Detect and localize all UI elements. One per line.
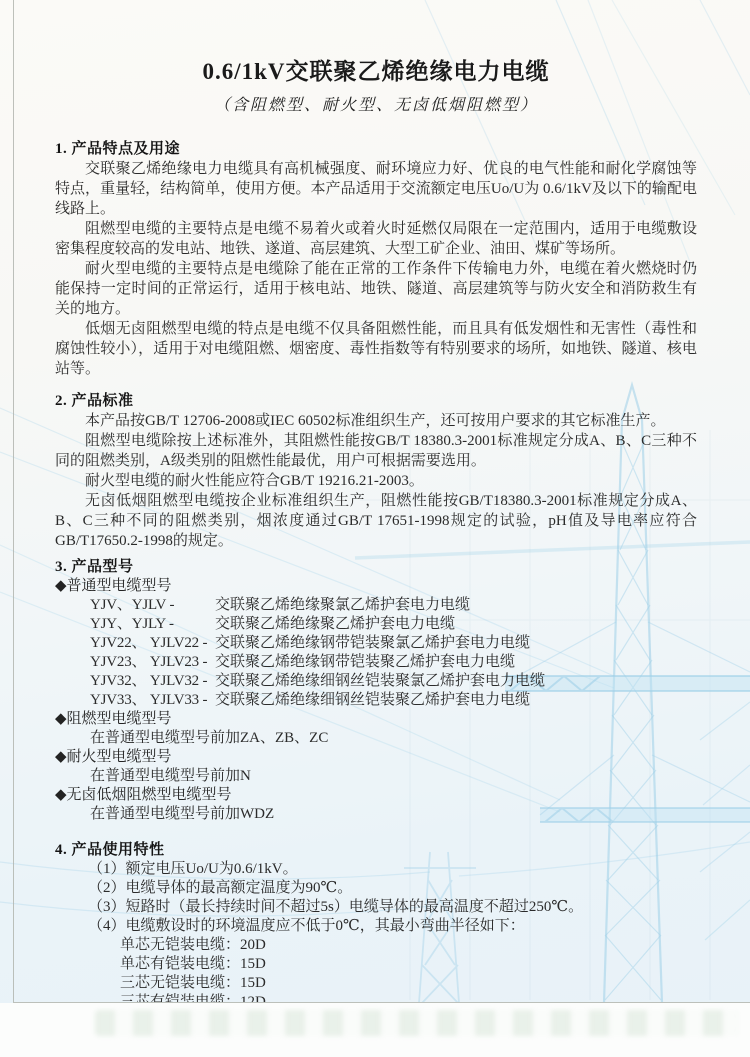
model-group-note: 在普通型电缆型号前加WDZ <box>90 806 275 822</box>
model-group-note: 在普通型电缆型号前加N <box>90 768 251 784</box>
model-group-note: 在普通型电缆型号前加ZA、ZB、ZC <box>90 730 329 746</box>
model-description: 交联聚乙烯绝缘细钢丝铠装聚氯乙烯护套电力电缆 <box>215 673 546 689</box>
document-subtitle: （含阻燃型、耐火型、无卤低烟阻燃型） <box>213 97 538 114</box>
section-1-paragraph: 交联聚乙烯绝缘电力电缆具有高机械强度、耐环境应力好、优良的电气性能和耐化学腐蚀等特点，重量轻，结构简单，使用方便。本产品适用于交流额定电压Uo/U为 0.6/1kV及以下的输配电线路上。 <box>55 161 697 217</box>
model-row <box>55 596 697 615</box>
document-title: 0.6/1kV交联聚乙烯绝缘电力电缆 <box>202 59 550 84</box>
model-code: YJV23、 YJLV23 - <box>90 654 208 670</box>
section-2-paragraph: 阻燃型电缆除按上述标准外，其阻燃性能按GB/T 18380.3-2001标准规定分成A、B、C三种不同的阻燃类别，A级类别的阻燃性能最优，用户可根据需要选用。 <box>55 433 697 469</box>
model-description: 交联聚乙烯绝缘细钢丝铠装聚乙烯护套电力电缆 <box>215 692 531 708</box>
page-content <box>55 0 697 1057</box>
bend-radius-item: 单芯无铠装电缆：20D <box>120 937 266 953</box>
model-group-label: ◆无卤低烟阻燃型电缆型号 <box>55 787 232 803</box>
model-description: 交联聚乙烯绝缘聚氯乙烯护套电力电缆 <box>215 597 471 613</box>
feature-item: （2）电缆导体的最高额定温度为90℃。 <box>88 880 353 896</box>
model-row <box>55 634 697 653</box>
model-row <box>55 653 697 672</box>
feature-item: （4）电缆敷设时的环境温度应不低于0℃，其最小弯曲半径如下： <box>88 918 525 934</box>
model-code: YJV22、 YJLV22 - <box>90 635 208 651</box>
model-description: 交联聚乙烯绝缘钢带铠装聚乙烯护套电力电缆 <box>215 654 516 670</box>
scan-margin-bottom <box>0 1003 750 1057</box>
section-2-paragraph: 耐火型电缆的耐火性能应符合GB/T 19216.21-2003。 <box>85 473 424 489</box>
model-group-label: ◆耐火型电缆型号 <box>55 749 172 765</box>
feature-item: （3）短路时（最长持续时间不超过5s）电缆导体的最高温度不超过250℃。 <box>88 899 584 915</box>
bend-radius-item: 单芯有铠装电缆：15D <box>120 956 266 972</box>
cable-model-list <box>55 577 697 824</box>
section-2-heading: 2. 产品标准 <box>55 393 134 409</box>
model-description: 交联聚乙烯绝缘钢带铠装聚氯乙烯护套电力电缆 <box>215 635 531 651</box>
model-group-label: ◆阻燃型电缆型号 <box>55 711 172 727</box>
bleed-through-ghost-text <box>95 1010 740 1036</box>
section-3-heading: 3. 产品型号 <box>55 559 134 575</box>
model-group-label: ◆普通型电缆型号 <box>55 578 172 594</box>
model-row <box>55 672 697 691</box>
feature-item: （1）额定电压Uo/U为0.6/1kV。 <box>88 861 298 877</box>
section-2-paragraph: 本产品按GB/T 12706-2008或IEC 60502标准组织生产，还可按用户要求的其它标准生产。 <box>85 413 666 429</box>
section-4-heading: 4. 产品使用特性 <box>55 842 165 858</box>
model-row <box>55 691 697 710</box>
section-2-paragraph: 无卤低烟阻燃型电缆按企业标准组织生产，阻燃性能按GB/T18380.3-2001标准规定分成A、B、C三种不同的阻燃类别，烟浓度通过GB/T 17651-1998规定的试验，pH值及导电率应符合GB/T17650.2-1998的规定。 <box>55 493 697 549</box>
model-row <box>55 615 697 634</box>
bend-radius-item: 三芯无铠装电缆：15D <box>120 975 266 991</box>
section-1-paragraph: 耐火型电缆的主要特点是电缆除了能在正常的工作条件下传输电力外，电缆在着火燃烧时仍能保持一定时间的正常运行，适用于核电站、地铁、隧道、高层建筑等与防火安全和消防救生有关的地方。 <box>55 261 697 317</box>
model-code: YJV32、 YJLV32 - <box>90 673 208 689</box>
model-code: YJY、YJLY - <box>90 616 174 632</box>
section-1-heading: 1. 产品特点及用途 <box>55 141 181 157</box>
section-1-paragraph: 低烟无卤阻燃型电缆的特点是电缆不仅具备阻燃性能，而且具有低发烟性和无害性（毒性和腐蚀性较小），适用于对电缆阻燃、烟密度、毒性指数等有特别要求的场所，如地铁、隧道、核电站等。 <box>55 321 697 377</box>
model-code: YJV、YJLV - <box>90 597 175 613</box>
model-description: 交联聚乙烯绝缘聚乙烯护套电力电缆 <box>215 616 456 632</box>
page-edge-left <box>13 0 14 1003</box>
section-1-paragraph: 阻燃型电缆的主要特点是电缆不易着火或着火时延燃仅局限在一定范围内，适用于电缆敷设密集程度较高的发电站、地铁、遂道、高层建筑、大型工矿企业、油田、煤矿等场所。 <box>55 221 697 257</box>
model-code: YJV33、 YJLV33 - <box>90 692 208 708</box>
